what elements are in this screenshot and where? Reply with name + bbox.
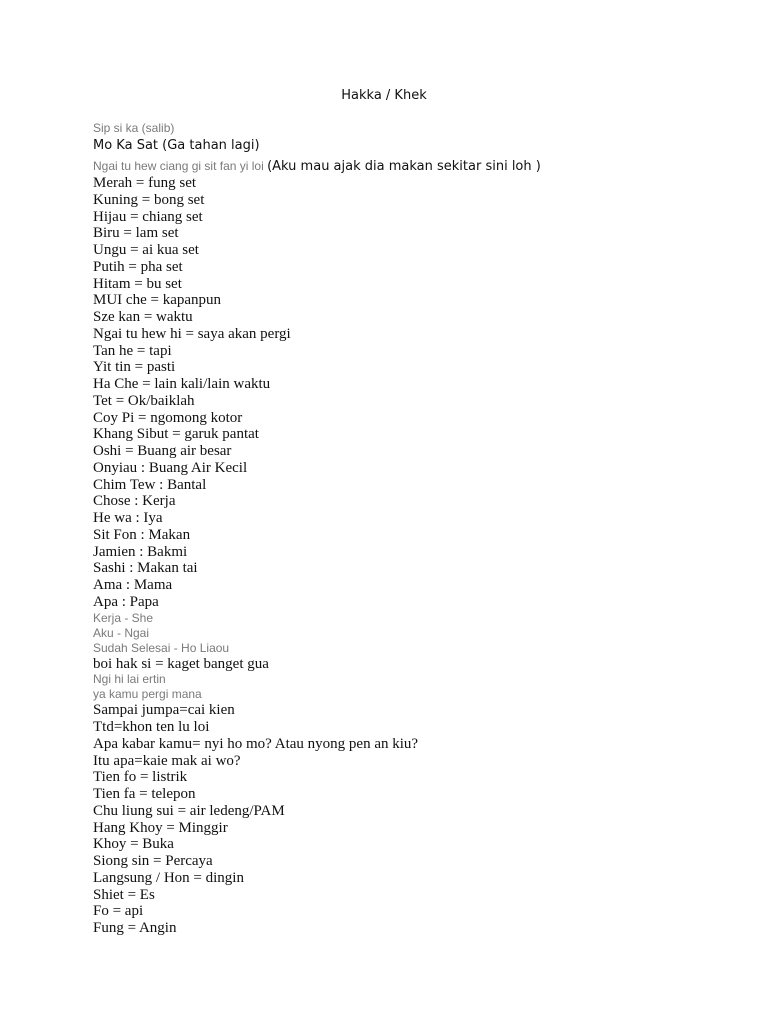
- vocab-line: Khang Sibut = garuk pantat: [93, 426, 259, 443]
- vocab-line: Sit Fon : Makan: [93, 526, 191, 543]
- vocab-line: Hang Khoy = Minggir: [93, 819, 228, 836]
- vocab-note: Aku - Ngai: [93, 625, 150, 640]
- vocab-line: Tet = Ok/baiklah: [93, 392, 195, 409]
- vocab-line: Chim Tew : Bantal: [93, 476, 207, 493]
- vocab-line: Coy Pi = ngomong kotor: [93, 409, 243, 426]
- vocab-list-1: [93, 175, 733, 611]
- vocab-line: Siong sin = Percaya: [93, 853, 213, 869]
- vocab-line: Hitam = bu set: [93, 275, 182, 292]
- vocab-line: Itu apa=kaie mak ai wo?: [93, 752, 241, 769]
- vocab-line: Apa : Papa: [93, 593, 159, 610]
- vocab-line: Sampai jumpa=cai kien: [93, 702, 235, 719]
- vocab-note: ya kamu pergi mana: [93, 687, 202, 702]
- vocab-line: Fo = api: [93, 903, 144, 920]
- vocab-line: Ttd=khon ten lu loi: [93, 719, 210, 735]
- vocab-line: Ama : Mama: [93, 577, 173, 593]
- vocab-line: Apa kabar kamu= nyi ho mo? Atau nyong pen an kiu?: [93, 735, 419, 752]
- document-title: Hakka / Khek: [341, 88, 427, 103]
- vocab-line: Biru = lam set: [93, 225, 179, 242]
- vocab-list-2: [93, 702, 733, 937]
- vocab-line: He wa : Iya: [93, 510, 163, 526]
- vocab-line: Tien fa = telepon: [93, 786, 196, 802]
- vocab-line: MUI che = kapanpun: [93, 292, 222, 309]
- vocab-notes-1: [93, 611, 733, 656]
- vocab-line: Ha Che = lain kali/lain waktu: [93, 376, 271, 392]
- vocab-line: Langsung / Hon = dingin: [93, 869, 244, 886]
- vocab-note: Kerja - She: [93, 610, 154, 625]
- vocab-line: Hijau = chiang set: [93, 208, 203, 225]
- vocab-line: Sze kan = waktu: [93, 309, 193, 325]
- vocab-line: Kuning = bong set: [93, 191, 205, 208]
- vocab-line: Tan he = tapi: [93, 342, 172, 359]
- intro-line-3-gray: Ngai tu hew ciang gi sit fan yi loi: [93, 159, 268, 173]
- vocab-notes-2: [93, 672, 733, 702]
- vocab-note: Sudah Selesai - Ho Liaou: [93, 640, 230, 655]
- document-body: [93, 121, 733, 937]
- vocab-line: Sashi : Makan tai: [93, 560, 198, 577]
- vocab-line: Yit tin = pasti: [93, 359, 176, 376]
- vocab-line: Khoy = Buka: [93, 836, 174, 853]
- vocab-line: Fung = Angin: [93, 920, 177, 936]
- vocab-line: Jamien : Bakmi: [93, 543, 188, 560]
- vocab-line: Oshi = Buang air besar: [93, 443, 232, 459]
- vocab-line: Putih = pha set: [93, 258, 183, 275]
- vocab-line: Ungu = ai kua set: [93, 242, 199, 258]
- vocab-line: Onyiau : Buang Air Kecil: [93, 459, 248, 476]
- intro-line-2: Mo Ka Sat (Ga tahan lagi): [93, 138, 260, 153]
- intro-line-1: Sip si ka (salib): [93, 121, 175, 135]
- vocab-line: Chose : Kerja: [93, 493, 176, 510]
- vocab-line-boi: boi hak si = kaget banget gua: [93, 655, 269, 672]
- vocab-line: Ngai tu hew hi = saya akan pergi: [93, 325, 291, 342]
- vocab-line: Chu liung sui = air ledeng/PAM: [93, 802, 285, 819]
- intro-line-3: [93, 156, 733, 175]
- intro-line-3-dark: (Aku mau ajak dia makan sekitar sini loh ): [267, 159, 541, 174]
- vocab-note: Ngi hi lai ertin: [93, 672, 166, 687]
- vocab-line: Tien fo = listrik: [93, 769, 188, 786]
- vocab-line: Shiet = Es: [93, 886, 155, 903]
- vocab-line: Merah = fung set: [93, 175, 197, 191]
